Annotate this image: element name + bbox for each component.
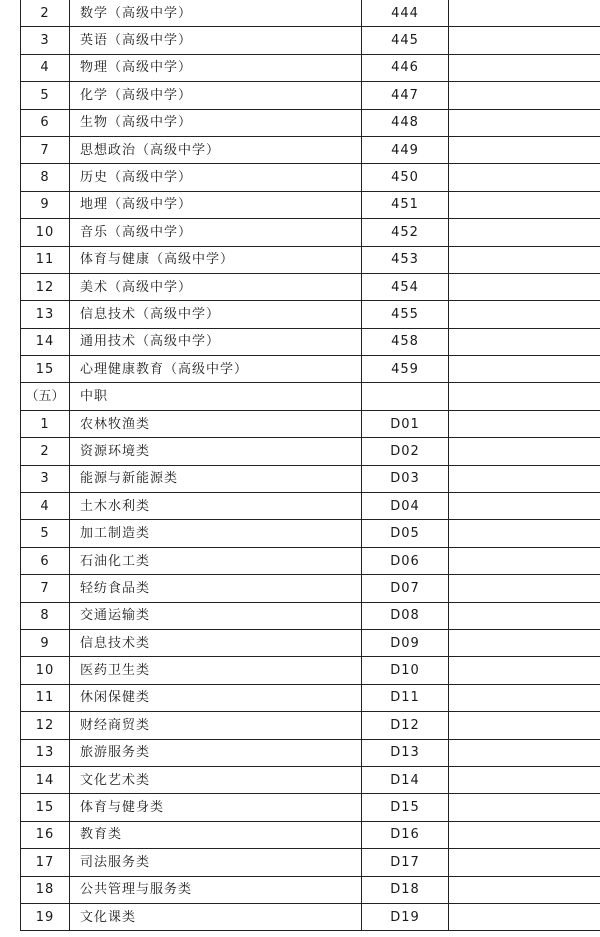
blank-cell <box>449 136 600 163</box>
subject-name-cell: 文化课类 <box>70 903 362 930</box>
row-number-cell: 19 <box>21 903 70 930</box>
subject-name-cell: 信息技术（高级中学） <box>70 301 362 328</box>
subject-code-cell: D06 <box>362 547 449 574</box>
row-number-cell: 11 <box>21 684 70 711</box>
blank-cell <box>449 164 600 191</box>
subject-name-cell: 历史（高级中学） <box>70 164 362 191</box>
table-row <box>21 27 600 54</box>
subject-name-cell: 体育与健身类 <box>70 794 362 821</box>
blank-cell <box>449 876 600 903</box>
subject-code-cell: D11 <box>362 684 449 711</box>
table-row <box>21 821 600 848</box>
subject-code-cell: 454 <box>362 273 449 300</box>
subject-code-cell: 455 <box>362 301 449 328</box>
table-row <box>21 493 600 520</box>
subject-code-cell: D04 <box>362 493 449 520</box>
subject-code-cell: D01 <box>362 410 449 437</box>
subject-code-cell: 446 <box>362 54 449 81</box>
blank-cell <box>449 27 600 54</box>
blank-cell <box>449 246 600 273</box>
subject-code-cell: D16 <box>362 821 449 848</box>
subject-code-cell: D02 <box>362 438 449 465</box>
row-number-cell: 8 <box>21 164 70 191</box>
table-row <box>21 109 600 136</box>
subject-code-table-body <box>21 0 600 931</box>
row-number-cell: 6 <box>21 547 70 574</box>
blank-cell <box>449 356 600 383</box>
blank-cell <box>449 219 600 246</box>
subject-code-cell <box>362 383 449 410</box>
blank-cell <box>449 602 600 629</box>
row-number-cell: 14 <box>21 766 70 793</box>
table-row <box>21 328 600 355</box>
subject-name-cell: 物理（高级中学） <box>70 54 362 81</box>
blank-cell <box>449 903 600 930</box>
section-header-row <box>21 383 600 410</box>
subject-name-cell: 通用技术（高级中学） <box>70 328 362 355</box>
subject-code-cell: 448 <box>362 109 449 136</box>
subject-name-cell: 生物（高级中学） <box>70 109 362 136</box>
row-number-cell: 12 <box>21 712 70 739</box>
subject-name-cell: 司法服务类 <box>70 849 362 876</box>
row-number-cell: 8 <box>21 602 70 629</box>
subject-code-cell: D14 <box>362 766 449 793</box>
subject-name-cell: 轻纺食品类 <box>70 575 362 602</box>
blank-cell <box>449 328 600 355</box>
blank-cell <box>449 821 600 848</box>
subject-code-cell: 452 <box>362 219 449 246</box>
blank-cell <box>449 712 600 739</box>
subject-code-cell: 458 <box>362 328 449 355</box>
subject-name-cell: 交通运输类 <box>70 602 362 629</box>
blank-cell <box>449 794 600 821</box>
table-row <box>21 164 600 191</box>
table-row <box>21 657 600 684</box>
subject-code-cell: 447 <box>362 82 449 109</box>
table-row <box>21 766 600 793</box>
table-row <box>21 136 600 163</box>
blank-cell <box>449 191 600 218</box>
table-row <box>21 520 600 547</box>
row-number-cell: 13 <box>21 739 70 766</box>
blank-cell <box>449 629 600 656</box>
table-row <box>21 246 600 273</box>
subject-code-cell: D12 <box>362 712 449 739</box>
blank-cell <box>449 657 600 684</box>
blank-cell <box>449 493 600 520</box>
subject-name-cell: 化学（高级中学） <box>70 82 362 109</box>
table-row <box>21 356 600 383</box>
table-row <box>21 273 600 300</box>
table-row <box>21 712 600 739</box>
row-number-cell: 11 <box>21 246 70 273</box>
subject-code-cell: D03 <box>362 465 449 492</box>
blank-cell <box>449 109 600 136</box>
subject-code-cell: 445 <box>362 27 449 54</box>
blank-cell <box>449 54 600 81</box>
subject-name-cell: 心理健康教育（高级中学） <box>70 356 362 383</box>
row-number-cell: 10 <box>21 219 70 246</box>
blank-cell <box>449 465 600 492</box>
row-number-cell: 2 <box>21 438 70 465</box>
subject-code-cell: D10 <box>362 657 449 684</box>
blank-cell <box>449 575 600 602</box>
subject-code-cell: D18 <box>362 876 449 903</box>
subject-name-cell: 能源与新能源类 <box>70 465 362 492</box>
table-row <box>21 465 600 492</box>
row-number-cell: 18 <box>21 876 70 903</box>
subject-name-cell: 公共管理与服务类 <box>70 876 362 903</box>
subject-name-cell: 旅游服务类 <box>70 739 362 766</box>
subject-code-cell: D19 <box>362 903 449 930</box>
subject-name-cell: 地理（高级中学） <box>70 191 362 218</box>
blank-cell <box>449 684 600 711</box>
row-number-cell: 13 <box>21 301 70 328</box>
subject-name-cell: 财经商贸类 <box>70 712 362 739</box>
subject-name-cell: 英语（高级中学） <box>70 27 362 54</box>
row-number-cell: 2 <box>21 0 70 27</box>
subject-code-table <box>20 0 600 931</box>
blank-cell <box>449 766 600 793</box>
blank-cell <box>449 410 600 437</box>
blank-cell <box>449 438 600 465</box>
subject-code-cell: D07 <box>362 575 449 602</box>
subject-name-cell: 休闲保健类 <box>70 684 362 711</box>
table-row <box>21 876 600 903</box>
subject-name-cell: 信息技术类 <box>70 629 362 656</box>
subject-code-cell: D09 <box>362 629 449 656</box>
blank-cell <box>449 739 600 766</box>
subject-name-cell: 加工制造类 <box>70 520 362 547</box>
row-number-cell: 17 <box>21 849 70 876</box>
row-number-cell: 4 <box>21 493 70 520</box>
row-number-cell: 4 <box>21 54 70 81</box>
subject-code-cell: 449 <box>362 136 449 163</box>
subject-code-cell: 444 <box>362 0 449 27</box>
row-number-cell: 15 <box>21 356 70 383</box>
subject-code-cell: D05 <box>362 520 449 547</box>
row-number-cell: 9 <box>21 629 70 656</box>
subject-code-cell: D17 <box>362 849 449 876</box>
table-row <box>21 684 600 711</box>
blank-cell <box>449 547 600 574</box>
table-row <box>21 575 600 602</box>
row-number-cell: 3 <box>21 465 70 492</box>
row-number-cell: 16 <box>21 821 70 848</box>
table-row <box>21 82 600 109</box>
subject-code-cell: D08 <box>362 602 449 629</box>
row-number-cell: 10 <box>21 657 70 684</box>
table-row <box>21 849 600 876</box>
table-row <box>21 794 600 821</box>
table-row <box>21 410 600 437</box>
subject-name-cell: 农林牧渔类 <box>70 410 362 437</box>
subject-name-cell: 音乐（高级中学） <box>70 219 362 246</box>
subject-name-cell: 石油化工类 <box>70 547 362 574</box>
table-row <box>21 547 600 574</box>
table-row <box>21 191 600 218</box>
table-row <box>21 903 600 930</box>
section-number-cell: （五） <box>21 383 70 410</box>
row-number-cell: 6 <box>21 109 70 136</box>
subject-name-cell: 医药卫生类 <box>70 657 362 684</box>
blank-cell <box>449 273 600 300</box>
subject-name-cell: 资源环境类 <box>70 438 362 465</box>
table-row <box>21 54 600 81</box>
table-row <box>21 602 600 629</box>
blank-cell <box>449 849 600 876</box>
subject-code-cell: 451 <box>362 191 449 218</box>
blank-cell <box>449 383 600 410</box>
subject-code-cell: D13 <box>362 739 449 766</box>
row-number-cell: 7 <box>21 136 70 163</box>
row-number-cell: 9 <box>21 191 70 218</box>
blank-cell <box>449 520 600 547</box>
subject-name-cell: 土木水利类 <box>70 493 362 520</box>
subject-name-cell: 数学（高级中学） <box>70 0 362 27</box>
subject-code-cell: 453 <box>362 246 449 273</box>
subject-code-cell: D15 <box>362 794 449 821</box>
row-number-cell: 7 <box>21 575 70 602</box>
subject-code-cell: 459 <box>362 356 449 383</box>
blank-cell <box>449 0 600 27</box>
row-number-cell: 3 <box>21 27 70 54</box>
subject-name-cell: 文化艺术类 <box>70 766 362 793</box>
subject-name-cell: 教育类 <box>70 821 362 848</box>
blank-cell <box>449 301 600 328</box>
section-title-cell: 中职 <box>70 383 362 410</box>
row-number-cell: 5 <box>21 82 70 109</box>
blank-cell <box>449 82 600 109</box>
row-number-cell: 12 <box>21 273 70 300</box>
table-row <box>21 739 600 766</box>
row-number-cell: 14 <box>21 328 70 355</box>
subject-code-cell: 450 <box>362 164 449 191</box>
table-row <box>21 0 600 27</box>
table-row <box>21 219 600 246</box>
table-row <box>21 301 600 328</box>
row-number-cell: 1 <box>21 410 70 437</box>
table-row <box>21 629 600 656</box>
subject-name-cell: 体育与健康（高级中学） <box>70 246 362 273</box>
row-number-cell: 5 <box>21 520 70 547</box>
table-row <box>21 438 600 465</box>
subject-name-cell: 思想政治（高级中学） <box>70 136 362 163</box>
row-number-cell: 15 <box>21 794 70 821</box>
subject-name-cell: 美术（高级中学） <box>70 273 362 300</box>
